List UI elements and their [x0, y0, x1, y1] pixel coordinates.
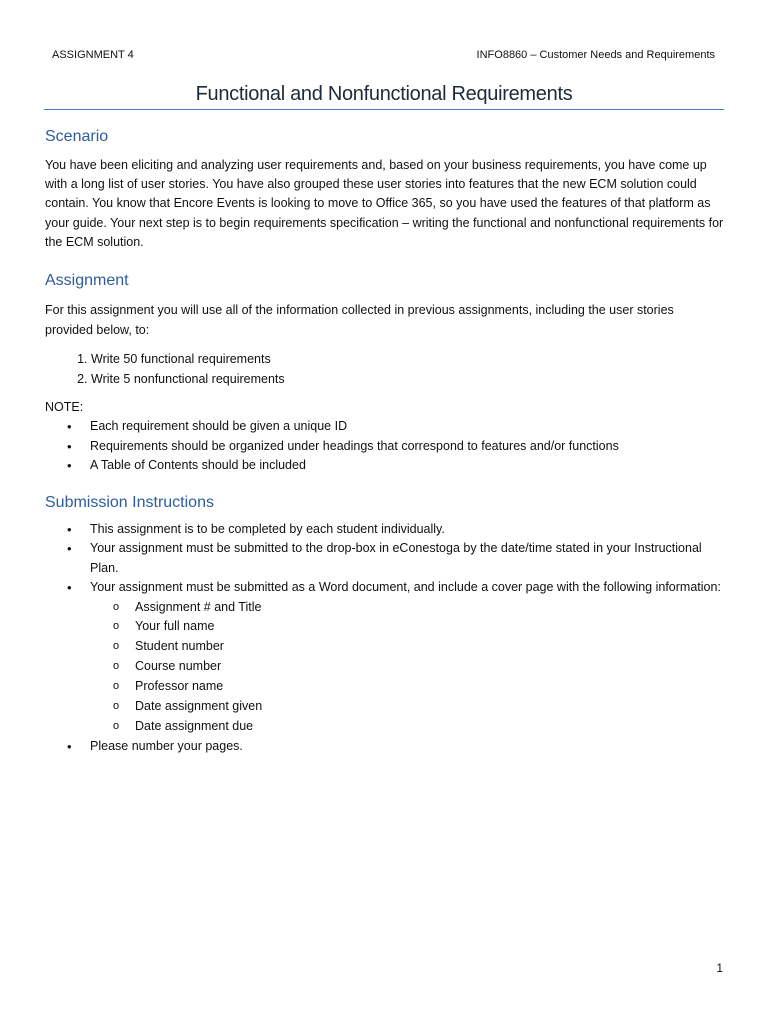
note-label: NOTE: [45, 400, 84, 415]
assignment-heading: Assignment [45, 272, 129, 290]
assignment-intro: For this assignment you will use all of the information collected in previous assignments, including the user stories provided below, to: [45, 303, 674, 338]
submission-item: • Please number your pages. [45, 737, 725, 757]
submission-item-text: Your assignment must be submitted as a Word document, and include a cover page with the following information: [90, 580, 721, 595]
cover-item: o Course number [45, 657, 725, 677]
scenario-text: You have been eliciting and analyzing user requirements and, based on your business requirements, you have come up with a long list of user stories. You have also grouped these user stories into features that the new ECM solution could contain. You know that Encore Events is looking to move to Office 365, so you have used the features of that platform as your guide. Your next step is to begin requirements specification – writing the functional and nonfunctional requirements for the ECM solution. [45, 158, 724, 249]
scenario-section [45, 126, 725, 252]
submission-item: • This assignment is to be completed by each student individually. [45, 520, 725, 540]
submission-heading: Submission Instructions [45, 493, 214, 511]
note-list [45, 417, 725, 476]
cover-item: o Professor name [45, 677, 725, 697]
cover-item: o Date assignment given [45, 697, 725, 717]
cover-item: o Your full name [45, 617, 725, 637]
submission-item: • Your assignment must be submitted to the drop-box in eConestoga by the date/time stated in your Instructional Plan. [45, 539, 725, 578]
note-item: • A Table of Contents should be included [45, 456, 725, 476]
scenario-heading: Scenario [45, 128, 109, 145]
submission-item [45, 578, 725, 737]
cover-item: o Student number [45, 637, 725, 657]
title-underline [44, 109, 724, 110]
header-assignment-label: ASSIGNMENT 4 [52, 49, 134, 61]
assignment-section [45, 270, 725, 476]
task-item: 1. Write 50 functional requirements [91, 350, 725, 370]
note-item: • Requirements should be organized under headings that correspond to features and/or functions [45, 437, 725, 457]
page-title: Functional and Nonfunctional Requirements [195, 83, 573, 105]
cover-item: o Assignment # and Title [45, 598, 725, 618]
document-body [45, 126, 725, 756]
header-course-label: INFO8860 – Customer Needs and Requirements [476, 49, 715, 61]
page-number: 1 [716, 961, 723, 975]
task-list [45, 350, 725, 389]
note-item: • Each requirement should be given a unique ID [45, 417, 725, 437]
submission-list [45, 520, 725, 757]
cover-page-list [45, 598, 725, 737]
cover-item: o Date assignment due [45, 717, 725, 737]
task-item: 2. Write 5 nonfunctional requirements [91, 370, 725, 390]
submission-section [45, 492, 725, 757]
